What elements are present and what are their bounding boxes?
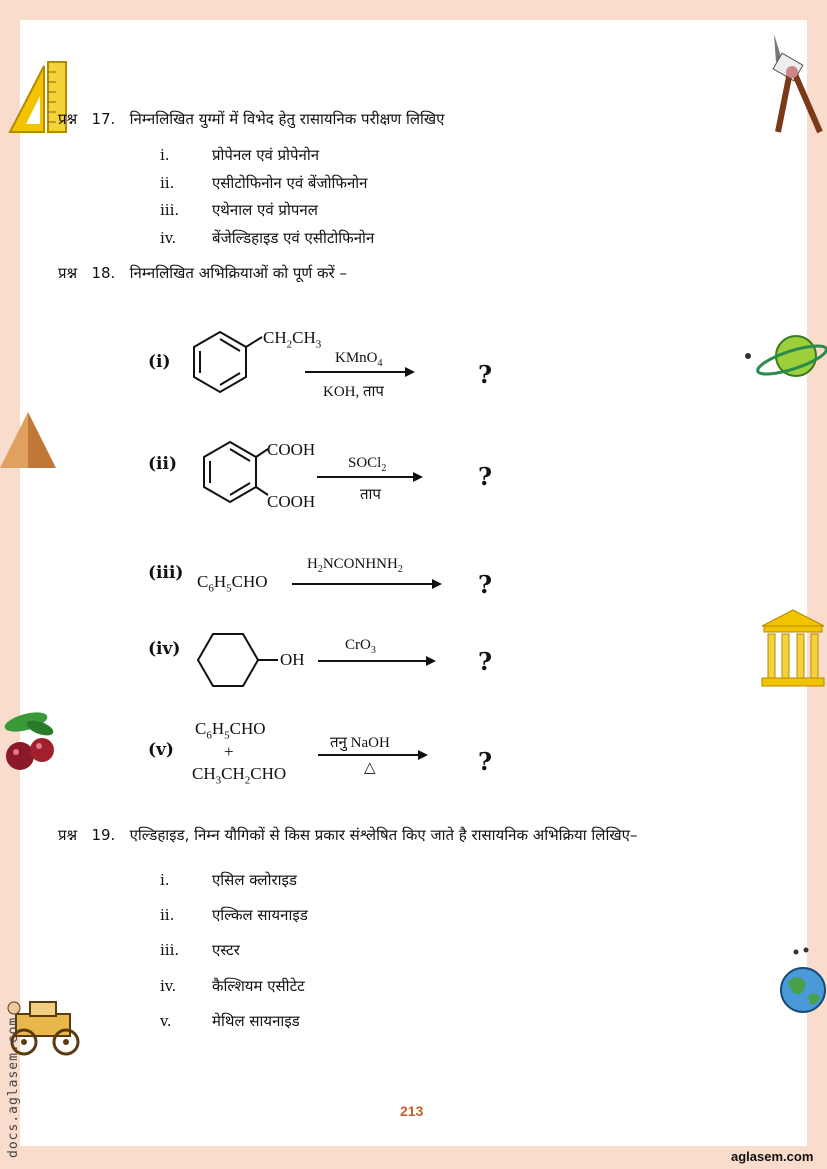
greek-temple-icon bbox=[760, 608, 826, 688]
reagent-semicarbazide: $H_2NCONHNH_2$ bbox=[307, 556, 403, 575]
vertical-watermark: docs.aglasem.com bbox=[6, 1016, 21, 1158]
planet-saturn-icon bbox=[742, 330, 827, 384]
cyclohexane-ring-structure bbox=[194, 626, 284, 696]
product-unknown: ? bbox=[478, 462, 493, 491]
page-number: 213 bbox=[400, 1103, 424, 1119]
list-item-number: iii. bbox=[160, 941, 180, 959]
list-item-text: कैल्शियम एसीटेट bbox=[212, 977, 305, 995]
reagent-kmno4: KMnO$_4$ bbox=[335, 350, 383, 369]
reaction-label: (iii) bbox=[148, 563, 184, 583]
list-item-number: i. bbox=[160, 871, 170, 889]
list-item-number: ii. bbox=[160, 906, 175, 924]
list-item-number: iv. bbox=[160, 977, 177, 995]
reagent-top: तनु NaOH bbox=[330, 735, 390, 751]
phthalic-acid-ring-structure bbox=[196, 436, 276, 512]
question-number: 17. bbox=[91, 110, 116, 128]
reaction-label: (ii) bbox=[148, 454, 178, 474]
question-prefix: प्रश्न bbox=[58, 264, 78, 282]
hydroxyl-substituent: OH bbox=[280, 650, 305, 669]
reaction-arrow bbox=[318, 655, 438, 667]
reaction-arrow bbox=[292, 578, 444, 590]
pyramid-icon bbox=[0, 410, 58, 470]
question-prefix: प्रश्न bbox=[58, 110, 78, 128]
carboxyl-top: COOH bbox=[267, 440, 316, 459]
site-watermark: aglasem.com bbox=[731, 1149, 814, 1164]
question-text: निम्नलिखित अभिक्रियाओं को पूर्ण करें – bbox=[129, 264, 347, 282]
ethyl-substituent: $CH_2CH_3$ bbox=[263, 328, 322, 351]
reagent-bottom: ताप bbox=[360, 487, 381, 503]
reagent-cro3: CrO$_3$ bbox=[345, 637, 376, 656]
list-item-number: v. bbox=[160, 1012, 172, 1030]
reaction-label: (i) bbox=[148, 352, 171, 372]
compass-divider-icon bbox=[764, 32, 826, 134]
reactant-propanal: $CH_3CH_2CHO$ bbox=[192, 764, 287, 787]
question-number: 18. bbox=[91, 264, 116, 282]
carboxyl-bottom: COOH bbox=[267, 492, 316, 511]
list-item-number: i. bbox=[160, 146, 170, 164]
reagent-socl2: SOCl$_2$ bbox=[348, 455, 387, 474]
cherries-icon bbox=[0, 704, 62, 780]
question-prefix: प्रश्न bbox=[58, 826, 78, 844]
reaction-arrow bbox=[305, 366, 417, 378]
reagent-bottom: KOH, ताप bbox=[323, 384, 384, 400]
question-number: 19. bbox=[91, 826, 116, 844]
question-18-heading bbox=[58, 263, 347, 283]
product-unknown: ? bbox=[478, 360, 493, 389]
list-item-text: बेंजेल्डिहाइड एवं एसीटोफिनोन bbox=[212, 229, 375, 247]
product-unknown: ? bbox=[478, 647, 493, 676]
list-item-text: एथेनाल एवं प्रोपनल bbox=[212, 201, 318, 219]
heat-symbol: △ bbox=[364, 760, 376, 776]
list-item-text: एसीटोफिनोन एवं बेंजोफिनोन bbox=[212, 174, 368, 192]
list-item-number: iv. bbox=[160, 229, 177, 247]
list-item-text: मेथिल सायनाइड bbox=[212, 1012, 300, 1030]
reaction-label: (v) bbox=[148, 740, 174, 760]
list-item-text: एल्किल सायनाइड bbox=[212, 906, 308, 924]
plus-sign: + bbox=[224, 742, 234, 761]
benzene-ring-structure bbox=[186, 326, 266, 402]
reactant-benzaldehyde: $C_6H_5CHO$ bbox=[195, 719, 266, 742]
list-item-text: प्रोपेनल एवं प्रोपेनोन bbox=[212, 146, 320, 164]
globe-icon bbox=[778, 946, 827, 1018]
question-text: एल्डिहाइड, निम्न यौगिकों से किस प्रकार संश्लेषित किए जाते है रासायनिक अभिक्रिया लिखिए– bbox=[129, 826, 638, 844]
list-item-text: एस्टर bbox=[212, 941, 240, 959]
product-unknown: ? bbox=[478, 570, 493, 599]
list-item-number: iii. bbox=[160, 201, 180, 219]
list-item-number: ii. bbox=[160, 174, 175, 192]
reaction-label: (iv) bbox=[148, 639, 181, 659]
question-text: निम्नलिखित युग्मों में विभेद हेतु रासायनिक परीक्षण लिखिए bbox=[129, 110, 445, 128]
question-19-heading bbox=[58, 825, 637, 845]
product-unknown: ? bbox=[478, 747, 493, 776]
reactant-benzaldehyde: $C_6H_5CHO$ bbox=[197, 572, 268, 595]
reaction-arrow bbox=[317, 471, 425, 483]
question-17-heading bbox=[58, 109, 444, 129]
list-item-text: एसिल क्लोराइड bbox=[212, 871, 297, 889]
